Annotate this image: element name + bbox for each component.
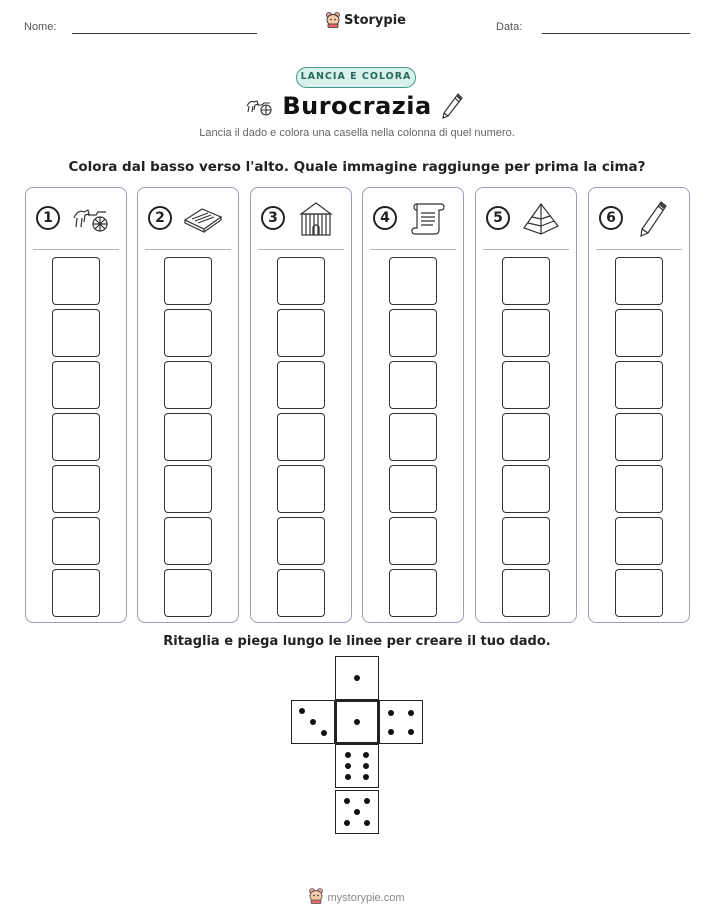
column-divider [596,249,682,250]
pip [321,730,327,736]
color-cell[interactable] [389,569,437,617]
color-cell[interactable] [502,257,550,305]
pip [344,798,350,804]
column-6 [588,187,690,623]
color-cell[interactable] [277,569,325,617]
column-divider [483,249,569,250]
color-cell[interactable] [502,465,550,513]
page-subtitle: Lancia il dado e colora una casella nella colonna di quel numero. [199,127,515,139]
activity-badge: LANCIA E COLORA [296,67,416,88]
color-cell[interactable] [52,517,100,565]
color-cell[interactable] [277,465,325,513]
pip [354,809,360,815]
pip [363,774,369,780]
color-cell[interactable] [389,257,437,305]
name-label: Nome: [24,21,57,33]
color-cell[interactable] [164,465,212,513]
color-cell[interactable] [615,517,663,565]
color-cell[interactable] [615,309,663,357]
pip [310,719,316,725]
color-cell[interactable] [164,309,212,357]
column-divider [258,249,344,250]
pip [388,729,394,735]
die-face-four [379,700,423,744]
column-number: 1 [36,206,60,230]
column-number: 2 [148,206,172,230]
color-cell[interactable] [389,517,437,565]
bear-logo-icon [309,888,323,904]
pip [354,719,360,725]
column-divider [370,249,456,250]
color-cell[interactable] [615,465,663,513]
die-face-five [335,790,379,834]
die-face-three [291,700,335,744]
date-field-line[interactable] [542,33,690,34]
pip [408,710,414,716]
color-cell[interactable] [502,569,550,617]
color-cell[interactable] [615,361,663,409]
column-3 [250,187,352,623]
pip [364,798,370,804]
pip [388,710,394,716]
color-cell[interactable] [164,413,212,461]
pip [344,820,350,826]
color-cell[interactable] [502,361,550,409]
pip [354,675,360,681]
color-cell[interactable] [502,517,550,565]
column-divider [145,249,231,250]
pip [299,708,305,714]
pip [408,729,414,735]
die-face-one [335,656,379,700]
pip [345,752,351,758]
name-field-line[interactable] [72,33,257,34]
brand-logo [326,12,406,28]
color-cell[interactable] [389,465,437,513]
column-number: 3 [261,206,285,230]
column-5 [475,187,577,623]
color-cell[interactable] [277,361,325,409]
question-text: Colora dal basso verso l'alto. Quale immagine raggiunge per prima la cima? [68,159,646,175]
color-cell[interactable] [52,309,100,357]
color-cell[interactable] [277,257,325,305]
color-cell[interactable] [389,413,437,461]
clay-tablet-icon [182,200,224,238]
color-cell[interactable] [164,517,212,565]
column-divider [33,249,119,250]
pencil-icon [633,200,675,238]
pencil-icon [440,92,464,120]
pyramid-icon [520,200,562,238]
column-2 [137,187,239,623]
color-cell[interactable] [502,413,550,461]
color-cell[interactable] [277,309,325,357]
scroll-icon [407,200,449,238]
page-title: Burocrazia [282,92,432,120]
pip [364,820,370,826]
die-face-one-center [335,700,379,744]
die-face-six [335,744,379,788]
column-number: 6 [599,206,623,230]
color-cell[interactable] [389,309,437,357]
column-1 [25,187,127,623]
color-cell[interactable] [389,361,437,409]
color-cell[interactable] [615,413,663,461]
date-label: Data: [496,21,523,33]
column-number: 5 [486,206,510,230]
footer [0,888,714,904]
color-cell[interactable] [164,257,212,305]
color-cell[interactable] [52,413,100,461]
pip [345,774,351,780]
pip [345,763,351,769]
pip [363,763,369,769]
color-cell[interactable] [277,413,325,461]
color-cell[interactable] [164,569,212,617]
footer-url[interactable]: mystorypie.com [327,892,405,904]
pip [363,752,369,758]
column-number: 4 [373,206,397,230]
color-cell[interactable] [52,465,100,513]
color-cell[interactable] [164,361,212,409]
color-cell[interactable] [277,517,325,565]
bear-logo-icon [326,12,340,28]
color-cell[interactable] [502,309,550,357]
color-cell[interactable] [52,569,100,617]
color-cell[interactable] [615,257,663,305]
horse-chariot-icon [70,200,112,238]
color-cell[interactable] [52,257,100,305]
color-cell[interactable] [52,361,100,409]
color-cell[interactable] [615,569,663,617]
brand-name: Storypie [344,12,406,28]
column-4 [362,187,464,623]
granary-icon [295,200,337,238]
dice-instruction: Ritaglia e piega lungo le linee per creare il tuo dado. [163,634,551,649]
